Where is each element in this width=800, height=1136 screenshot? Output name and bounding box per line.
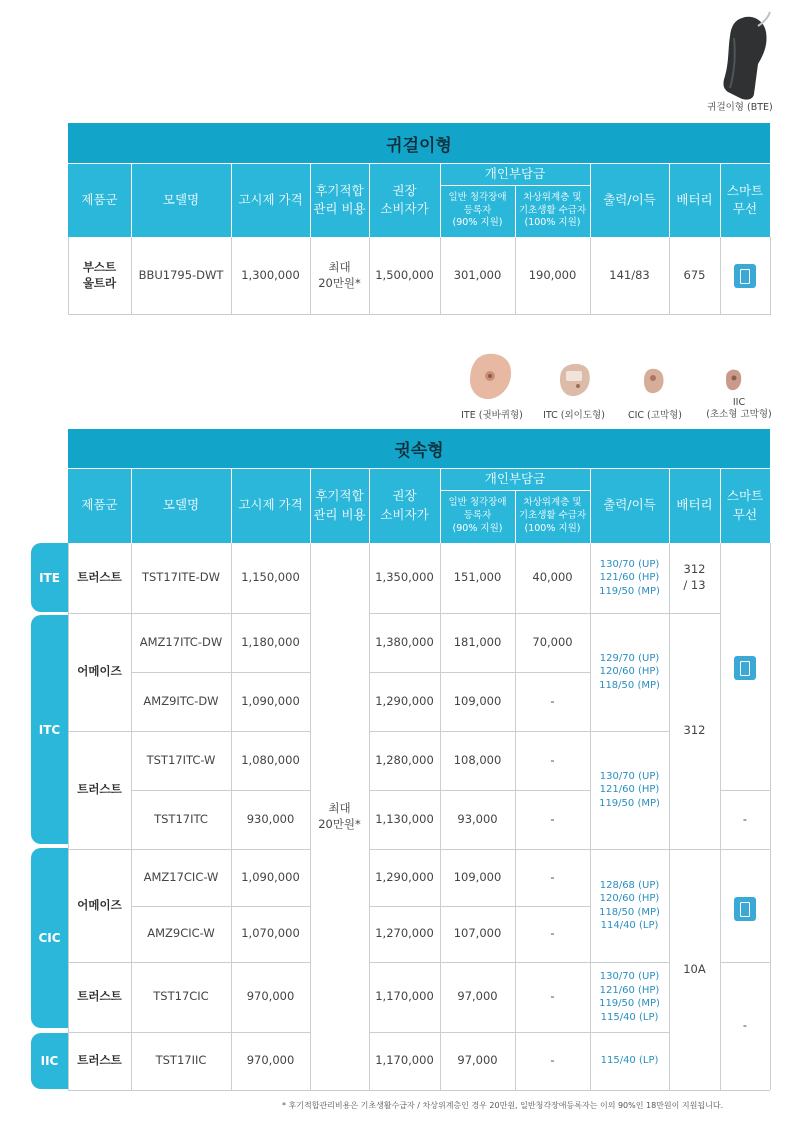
battery-ite: 312 / 13 — [683, 562, 706, 592]
bte-table-title: 귀걸이형 — [68, 123, 770, 163]
group-ite-trust: 트러스트 — [77, 570, 122, 585]
row-general: 109,000 — [453, 693, 502, 708]
row-msrp: 1,290,000 — [375, 693, 434, 708]
row-msrp: 1,170,000 — [375, 989, 434, 1004]
row-list-price: 1,090,000 — [241, 869, 300, 884]
ite-header-personal: 개인부담금 — [484, 470, 546, 486]
row-model: TST17ITC-W — [146, 752, 216, 767]
tab-itc: ITC — [31, 615, 68, 844]
ite-header-msrp: 권장 소비자가 — [380, 488, 429, 522]
aftercare-merged: 최대 20만원* — [318, 800, 361, 831]
bte-list-price: 1,300,000 — [241, 267, 300, 282]
row-msrp: 1,130,000 — [375, 811, 434, 826]
bte-header-product-group: 제품군 — [81, 191, 118, 207]
row-list-price: 1,080,000 — [241, 752, 300, 767]
bte-battery: 675 — [683, 267, 706, 282]
row-model: AMZ17CIC-W — [143, 869, 219, 884]
output-cic-amaze: 128/68 (UP) 120/60 (HP) 118/50 (MP) 114/40 (LP) — [599, 879, 660, 931]
cic-caption: CIC (고막형) — [627, 410, 683, 421]
row-model: TST17ITE-DW — [141, 570, 221, 585]
row-model: TST17CIC — [153, 989, 209, 1004]
tab-cic: CIC — [31, 848, 68, 1028]
tab-iic: IIC — [31, 1033, 68, 1089]
iic-hearing-aid-image — [724, 368, 744, 392]
bte-model: BBU1795-DWT — [138, 267, 224, 282]
bte-header-aftercare: 후기적합 관리 비용 — [313, 182, 366, 216]
output-itc-trust: 130/70 (UP) 121/60 (HP) 119/50 (MP) — [599, 770, 660, 809]
row-list-price: 970,000 — [246, 989, 295, 1004]
row-poverty: - — [550, 752, 555, 767]
row-list-price: 1,180,000 — [241, 634, 300, 649]
row-msrp: 1,280,000 — [375, 752, 434, 767]
ite-header-battery: 배터리 — [676, 497, 713, 513]
row-poverty: 40,000 — [532, 570, 573, 585]
row-general: 93,000 — [457, 811, 498, 826]
row-general: 108,000 — [453, 752, 502, 767]
row-general: 107,000 — [453, 926, 502, 941]
row-poverty: - — [550, 693, 555, 708]
smartphone-icon — [734, 264, 756, 288]
output-iic: 115/40 (LP) — [600, 1055, 659, 1067]
row-msrp: 1,350,000 — [375, 570, 434, 585]
battery-cic-iic: 10A — [683, 961, 706, 976]
row-msrp: 1,270,000 — [375, 926, 434, 941]
row-general: 109,000 — [453, 869, 502, 884]
cic-hearing-aid-image — [642, 367, 666, 395]
row-list-price: 1,070,000 — [241, 926, 300, 941]
row-poverty: - — [550, 926, 555, 941]
row-msrp: 1,290,000 — [375, 869, 434, 884]
row-poverty: - — [550, 1053, 555, 1068]
grid-line — [310, 1090, 369, 1091]
row-poverty: - — [550, 989, 555, 1004]
group-itc-trust: 트러스트 — [77, 782, 122, 797]
smart-dash-cic: - — [742, 1018, 748, 1033]
footnote: * 후기적합관리비용은 기초생활수급자 / 차상위계층인 경우 20만원, 일반청각장애등록자는 이의 90%인 18만원이 지원됩니다. — [282, 1101, 724, 1110]
row-list-price: 1,090,000 — [241, 693, 300, 708]
bte-header-smart: 스마트 무선 — [726, 182, 764, 216]
row-list-price: 970,000 — [246, 1053, 295, 1068]
bte-caption: 귀걸이형 (BTE) — [707, 102, 773, 113]
ite-header-output-gain: 출력/이득 — [603, 497, 656, 513]
row-model: AMZ9CIC-W — [147, 926, 215, 941]
bte-header-list-price: 고시제 가격 — [238, 191, 303, 207]
ite-table-title: 귓속형 — [68, 429, 770, 468]
output-cic-trust: 130/70 (UP) 121/60 (HP) 119/50 (MP) 115/40 (LP) — [599, 971, 660, 1023]
row-msrp: 1,170,000 — [375, 1053, 434, 1068]
row-poverty: - — [550, 811, 555, 826]
ite-header-list-price: 고시제 가격 — [238, 497, 303, 513]
bte-hearing-aid-image — [712, 8, 772, 103]
ite-header-model: 모델명 — [162, 497, 200, 513]
bte-header-personal: 개인부담금 — [484, 165, 546, 181]
row-msrp: 1,380,000 — [375, 634, 434, 649]
itc-hearing-aid-image — [558, 362, 592, 398]
ite-header-aftercare: 후기적합 관리 비용 — [313, 488, 366, 522]
ite-header-poverty: 차상위계층 및 기초생활 수급자 (100% 지원) — [518, 497, 587, 534]
battery-itc: 312 — [683, 723, 706, 738]
bte-header-output-gain: 출력/이득 — [603, 191, 656, 207]
row-general: 97,000 — [457, 989, 498, 1004]
ite-header-smart: 스마트 무선 — [726, 488, 764, 522]
bte-header-model: 모델명 — [162, 191, 200, 207]
row-general: 151,000 — [453, 570, 502, 585]
bte-general: 301,000 — [453, 267, 502, 282]
ite-header-general: 일반 청각장애 등록자 (90% 지원) — [448, 497, 507, 534]
bte-header-general: 일반 청각장애 등록자 (90% 지원) — [448, 191, 507, 229]
output-ite: 130/70 (UP) 121/60 (HP) 119/50 (MP) — [599, 558, 660, 597]
row-poverty: 70,000 — [532, 634, 573, 649]
bte-aftercare: 최대 20만원* — [318, 259, 361, 290]
itc-caption: ITC (외이도형) — [543, 410, 605, 421]
row-poverty: - — [550, 869, 555, 884]
grid-line — [720, 1090, 770, 1091]
row-general: 181,000 — [453, 634, 502, 649]
tab-ite: ITE — [31, 543, 68, 612]
bte-output-gain: 141/83 — [609, 267, 650, 282]
group-cic-amaze: 어메이즈 — [77, 897, 122, 912]
ite-header-product-group: 제품군 — [81, 497, 118, 513]
bte-product-group: 부스트 울트라 — [82, 259, 117, 290]
bte-msrp: 1,500,000 — [375, 267, 434, 282]
row-list-price: 930,000 — [246, 811, 295, 826]
row-model: AMZ17ITC-DW — [139, 634, 223, 649]
grid-line — [770, 543, 771, 1090]
output-itc-amaze: 129/70 (UP) 120/60 (HP) 118/50 (MP) — [599, 652, 660, 691]
group-iic-trust: 트러스트 — [77, 1053, 122, 1068]
row-general: 97,000 — [457, 1053, 498, 1068]
bte-header-battery: 배터리 — [676, 191, 713, 207]
row-model: TST17ITC — [154, 811, 208, 826]
iic-caption: IIC (초소형 고막형) — [706, 397, 772, 421]
row-list-price: 1,150,000 — [241, 570, 300, 585]
bte-poverty: 190,000 — [528, 267, 577, 282]
grid-line — [68, 1090, 310, 1091]
smart-dash-itc: - — [742, 811, 748, 826]
ite-hearing-aid-image — [466, 350, 516, 402]
ite-caption: ITE (귓바퀴형) — [461, 410, 523, 421]
bte-header-poverty: 차상위계층 및 기초생활 수급자 (100% 지원) — [518, 191, 587, 229]
smartphone-icon — [734, 897, 756, 921]
grid-line — [669, 1090, 720, 1091]
grid-line — [369, 1090, 669, 1091]
smartphone-icon — [734, 656, 756, 680]
group-cic-trust: 트러스트 — [77, 989, 122, 1004]
grid-line — [720, 849, 770, 850]
row-model: AMZ9ITC-DW — [143, 693, 219, 708]
row-model: TST17IIC — [155, 1053, 207, 1068]
bte-header-msrp: 권장 소비자가 — [380, 182, 429, 216]
group-itc-amaze: 어메이즈 — [77, 664, 122, 679]
